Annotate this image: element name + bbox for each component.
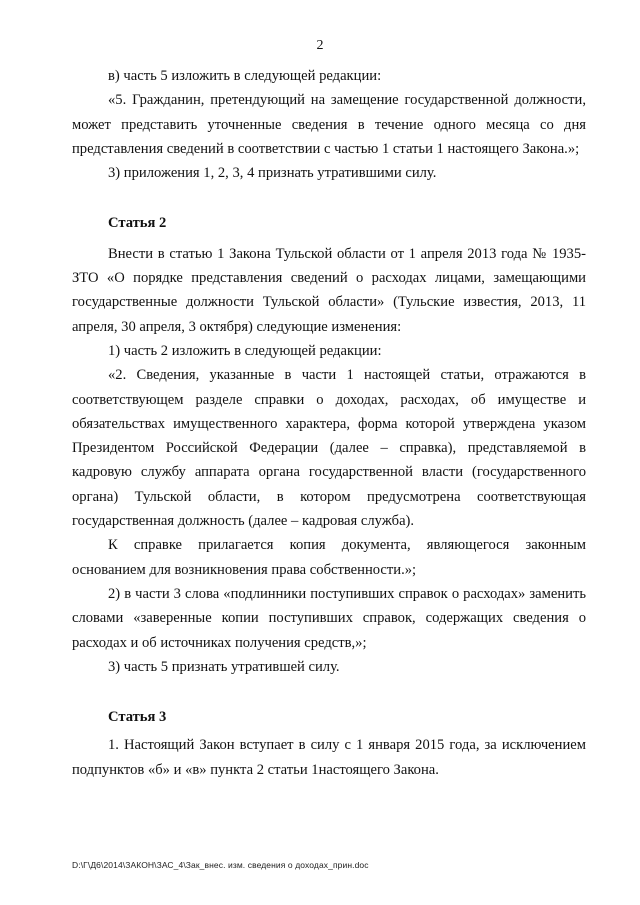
paragraph-appendices: 3) приложения 1, 2, 3, 4 признать утратившими силу. [108,165,437,182]
paragraph-part5-text: «5. Гражданин, претендующий на замещение государственной должности, может представить уточненные сведения в течение одного месяца со дня представления сведений в соответствии с частью 1 статьи 1 настоящего Закона.»; [72,92,586,157]
heading-article-2: Статья 2 [108,215,167,232]
paragraph-part5-void: 3) часть 5 признать утратившей силу. [108,658,340,675]
footer-file-path: D:\Г\Д6\2014\ЗАКОН\ЗАС_4\Зак_внес. изм. сведения о доходах_прин.doc [72,860,369,870]
heading-article-3: Статья 3 [108,709,167,726]
paragraph-part2-text: «2. Сведения, указанные в части 1 настоящей статьи, отражаются в соответствующем разделе справки о доходах, расходах, об имуществе и обязательствах имущественного характера, форма которой утверждена указом Президентом Российской Федерации (далее – справка), представляемой в кадровую службу аппарата органа государственной власти (государственного органа) Тульской области, в котором предусмотрена соответствующая государственная должность (далее – кадровая служба). [72,367,586,530]
paragraph-effective-date: 1. Настоящий Закон вступает в силу с 1 января 2015 года, за исключением подпунктов «б» и «в» пункта 2 статьи 1настоящего Закона. [72,737,586,778]
paragraph-article2-intro: Внести в статью 1 Закона Тульской области от 1 апреля 2013 года № 1935-ЗТО «О порядке представления сведений о расходах лицами, замещающими государственные должности Тульской области» (Тульские известия, 2013, 11 апреля, 30 апреля, 3 октября) следующие изменения: [72,245,586,335]
document-body [72,64,586,782]
page-number: 2 [316,38,324,53]
paragraph-part5-intro: в) часть 5 изложить в следующей редакции: [108,68,382,84]
paragraph-part3-replace: 2) в части 3 слова «подлинники поступивших справок о расходах» заменить словами «заверенные копии поступивших справок, содержащих сведения о расходах и об источниках получения средств,»; [72,585,586,651]
paragraph-part2-intro: 1) часть 2 изложить в следующей редакции: [108,342,382,359]
paragraph-copy-document: К справке прилагается копия документа, являющегося законным основанием для возникновения права собственности.»; [72,537,586,578]
